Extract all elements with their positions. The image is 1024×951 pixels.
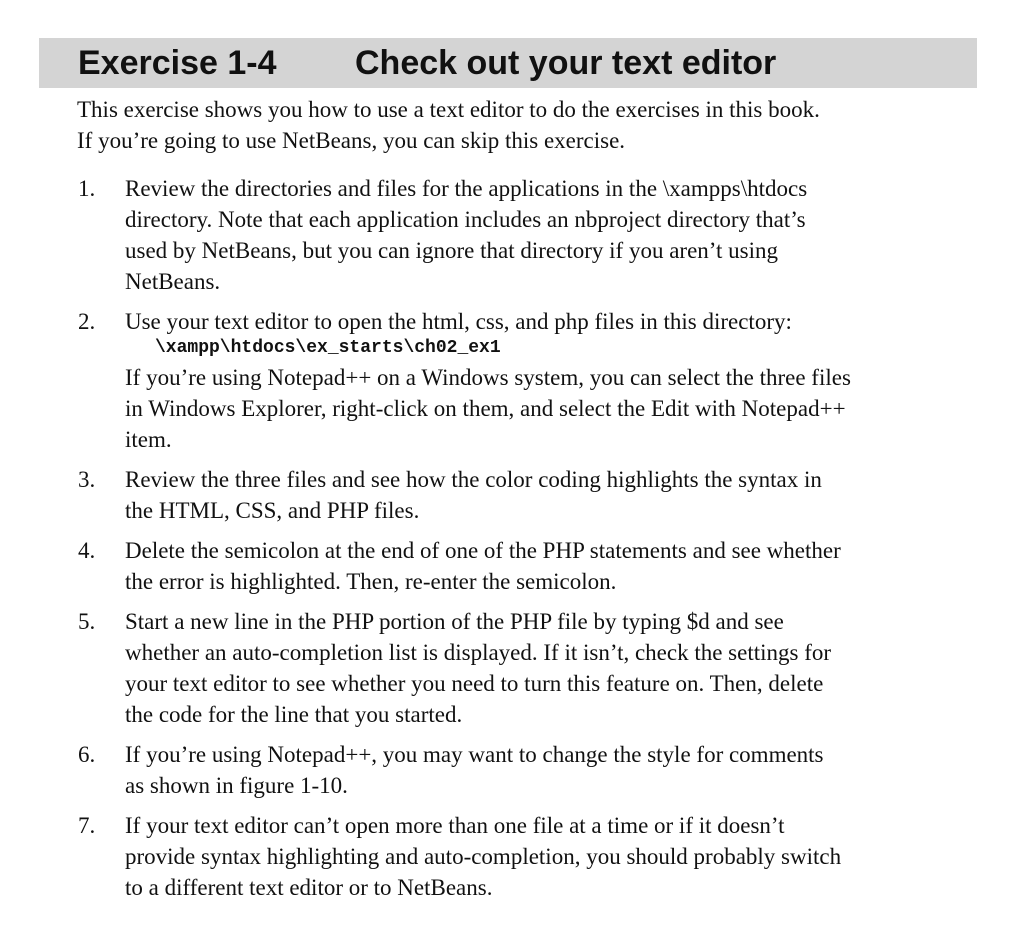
- step-item: [78, 810, 978, 903]
- step-text-line: the code for the line that you started.: [125, 702, 463, 727]
- step-text-line: used by NetBeans, but you can ignore that directory if you aren’t using: [125, 238, 778, 263]
- intro-line: If you’re going to use NetBeans, you can skip this exercise.: [77, 128, 626, 153]
- step-item: [78, 535, 978, 597]
- step-body: [125, 173, 978, 297]
- step-item: [78, 306, 978, 455]
- step-text-line: provide syntax highlighting and auto-completion, you should probably switch: [125, 844, 842, 869]
- step-text-line: Start a new line in the PHP portion of the PHP file by typing $d and see: [125, 609, 784, 634]
- exercise-steps-list: [78, 173, 978, 912]
- step-text-line: If you’re using Notepad++, you may want to change the style for comments: [125, 742, 824, 767]
- exercise-number: Exercise 1-4: [78, 44, 277, 82]
- step-number: 4.: [78, 538, 96, 563]
- step-number: 2.: [78, 309, 96, 334]
- step-text-line: Review the directories and files for the applications in the \xampps\htdocs: [125, 176, 808, 201]
- intro-paragraph: [77, 94, 977, 156]
- directory-path-code: \xampp\htdocs\ex_starts\ch02_ex1: [155, 338, 501, 358]
- step-body: [125, 306, 978, 455]
- step-item: [78, 606, 978, 730]
- step-text-line: Review the three files and see how the color coding highlights the syntax in: [125, 467, 822, 492]
- step-body: [125, 606, 978, 730]
- step-text-line: your text editor to see whether you need to turn this feature on. Then, delete: [125, 671, 824, 696]
- step-item: [78, 464, 978, 526]
- step-body: [125, 464, 978, 526]
- step-body: [125, 810, 978, 903]
- step-text-line: in Windows Explorer, right-click on them, and select the Edit with Notepad++: [125, 396, 846, 421]
- step-text-line: Delete the semicolon at the end of one of the PHP statements and see whether: [125, 538, 841, 563]
- step-item: [78, 173, 978, 297]
- step-number: 5.: [78, 609, 96, 634]
- step-text-line: Use your text editor to open the html, css, and php files in this directory:: [125, 309, 792, 334]
- step-body: [125, 739, 978, 801]
- step-body: [125, 535, 978, 597]
- step-text-line: If you’re using Notepad++ on a Windows system, you can select the three files: [125, 365, 851, 390]
- step-number: 6.: [78, 742, 96, 767]
- step-text-line: as shown in figure 1-10.: [125, 773, 348, 798]
- step-number: 1.: [78, 176, 96, 201]
- step-text-line: the error is highlighted. Then, re-enter the semicolon.: [125, 569, 617, 594]
- step-text-line: If your text editor can’t open more than one file at a time or if it doesn’t: [125, 813, 785, 838]
- exercise-title: Check out your text editor: [355, 44, 777, 82]
- step-number: 3.: [78, 467, 96, 492]
- step-text-line: directory. Note that each application includes an nbproject directory that’s: [125, 207, 806, 232]
- intro-line: This exercise shows you how to use a text editor to do the exercises in this book.: [77, 97, 820, 122]
- step-text-line: item.: [125, 427, 172, 452]
- step-number: 7.: [78, 813, 96, 838]
- step-text-line: whether an auto-completion list is displayed. If it isn’t, check the settings for: [125, 640, 832, 665]
- step-text-line: the HTML, CSS, and PHP files.: [125, 498, 420, 523]
- step-item: [78, 739, 978, 801]
- step-text-line: NetBeans.: [125, 269, 221, 294]
- step-text-line: to a different text editor or to NetBeans.: [125, 875, 493, 900]
